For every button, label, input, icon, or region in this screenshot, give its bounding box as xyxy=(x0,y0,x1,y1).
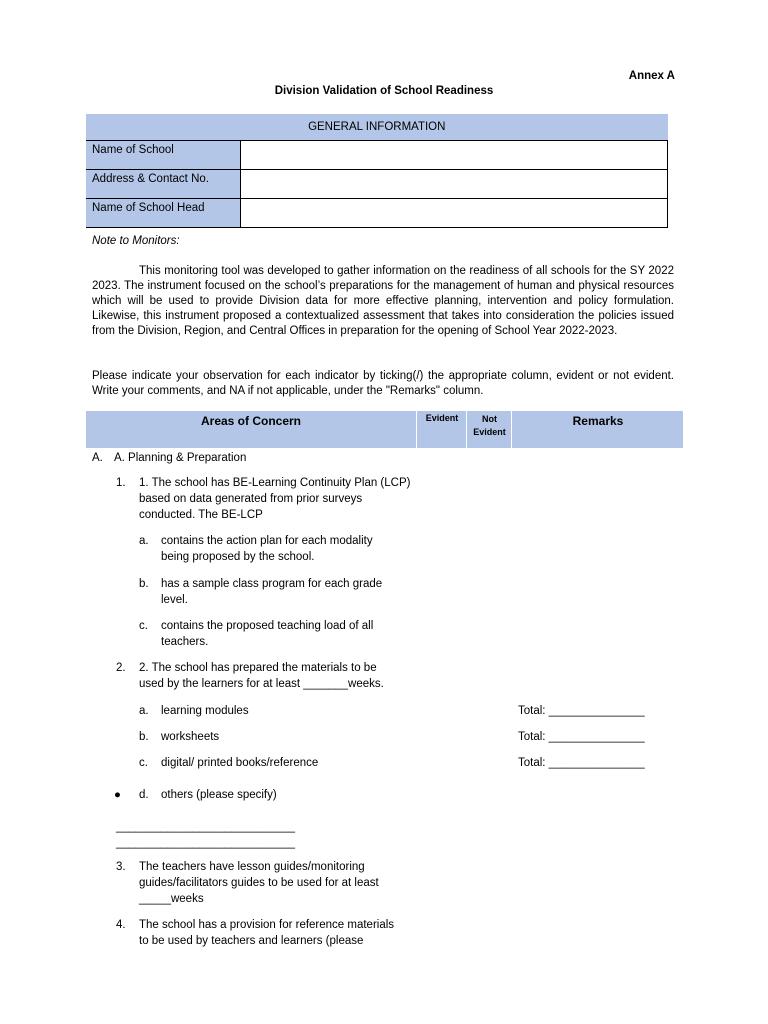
item-1c-line: teachers. xyxy=(161,636,209,648)
item-1-text xyxy=(139,475,410,523)
item-1b-marker: b. xyxy=(139,578,149,590)
item-1-marker: 1. xyxy=(116,477,126,489)
areas-table-header xyxy=(86,411,683,448)
item-3-marker: 3. xyxy=(116,861,126,873)
document-title: Division Validation of School Readiness xyxy=(274,85,494,97)
item-3-line: The teachers have lesson guides/monitoring xyxy=(139,861,365,873)
general-info-table xyxy=(86,114,668,228)
school-head-field[interactable] xyxy=(241,199,668,228)
note-title: Note to Monitors: xyxy=(92,235,180,247)
item-2c-text: digital/ printed books/reference xyxy=(161,757,319,769)
item-1c-text xyxy=(161,618,373,650)
item-1-line: based on data generated from prior surveys xyxy=(139,493,363,505)
not-evident-header xyxy=(466,411,512,450)
item-1a-line: contains the action plan for each modality xyxy=(161,535,373,547)
item-2b-total[interactable]: Total: _______________ xyxy=(518,731,645,743)
item-1-line: conducted. The BE-LCP xyxy=(139,509,263,521)
remarks-header: Remarks xyxy=(511,411,684,451)
item-2d-marker: d. xyxy=(139,789,149,801)
item-3-line: _____weeks xyxy=(139,893,204,905)
general-info-row xyxy=(86,141,668,170)
annex-label: Annex A xyxy=(628,70,675,82)
item-1-line: 1. The school has BE-Learning Continuity Plan (LCP) xyxy=(139,477,411,489)
item-1c-marker: c. xyxy=(139,620,148,632)
field-label: Name of School Head xyxy=(86,199,241,228)
item-2a-text: learning modules xyxy=(161,705,249,717)
item-2c-marker: c. xyxy=(139,757,148,769)
intro-paragraph: This monitoring tool was developed to gather information on the readiness of all schools for the SY 2022 2023. The instrument focused on the school’s preparations for the management of human and physical resources which will be used to provide Division data for more effective planning, intervention and policy formulation. Likewise, this instrument proposed a contextualized assessment that takes into consideration the policies issued from the Division, Region, and Central Offices in preparation for the opening of School Year 2022-2023. xyxy=(92,265,674,337)
item-4-text xyxy=(139,917,394,949)
field-label: Address & Contact No. xyxy=(86,170,241,199)
section-a-marker: A. xyxy=(92,452,103,464)
item-1a-text xyxy=(161,533,373,565)
item-1c-line: contains the proposed teaching load of all xyxy=(161,620,374,632)
not-evident-line2: Evident xyxy=(473,427,506,437)
item-2-marker: 2. xyxy=(116,662,126,674)
other-specify-blank[interactable]: ____________________________ xyxy=(116,821,296,833)
item-2-line: 2. The school has prepared the materials to be xyxy=(139,662,377,674)
item-3-text xyxy=(139,859,379,907)
item-1a-marker: a. xyxy=(139,535,149,547)
areas-of-concern-header: Areas of Concern xyxy=(200,414,302,428)
item-1b-line: has a sample class program for each grade xyxy=(161,578,383,590)
not-evident-line1: Not xyxy=(482,414,497,424)
school-name-field[interactable] xyxy=(241,141,668,170)
item-2-line: used by the learners for at least _______weeks. xyxy=(139,678,384,690)
field-label: Name of School xyxy=(86,141,241,170)
other-specify-blank[interactable]: ____________________________ xyxy=(116,837,296,849)
item-2-text xyxy=(139,660,384,692)
address-contact-field[interactable] xyxy=(241,170,668,199)
instructions-paragraph: Please indicate your observation for each indicator by ticking(/) the appropriate column, evident or not evident. Write your comments, and NA if not applicable, under the "Remarks" column. xyxy=(92,370,674,397)
item-2b-text: worksheets xyxy=(161,731,220,743)
item-1a-line: being proposed by the school. xyxy=(161,551,315,563)
item-3-line: guides/facilitators guides to be used for at least xyxy=(139,877,379,889)
item-2c-total[interactable]: Total: _______________ xyxy=(518,757,645,769)
general-info-row xyxy=(86,199,668,228)
item-4-marker: 4. xyxy=(116,919,126,931)
general-info-header: GENERAL INFORMATION xyxy=(86,114,668,141)
item-4-line: The school has a provision for reference materials xyxy=(139,919,395,931)
item-1b-text xyxy=(161,576,382,608)
item-2d-text: others (please specify) xyxy=(161,789,277,801)
bullet-icon: ● xyxy=(114,789,121,801)
item-2b-marker: b. xyxy=(139,731,149,743)
item-2a-total[interactable]: Total: _______________ xyxy=(518,705,645,717)
item-2a-marker: a. xyxy=(139,705,149,717)
item-1b-line: level. xyxy=(161,594,188,606)
item-4-line: to be used by teachers and learners (please xyxy=(139,935,364,947)
section-a-label: A. Planning & Preparation xyxy=(114,452,247,464)
general-info-row xyxy=(86,170,668,199)
evident-header: Evident xyxy=(416,411,467,450)
